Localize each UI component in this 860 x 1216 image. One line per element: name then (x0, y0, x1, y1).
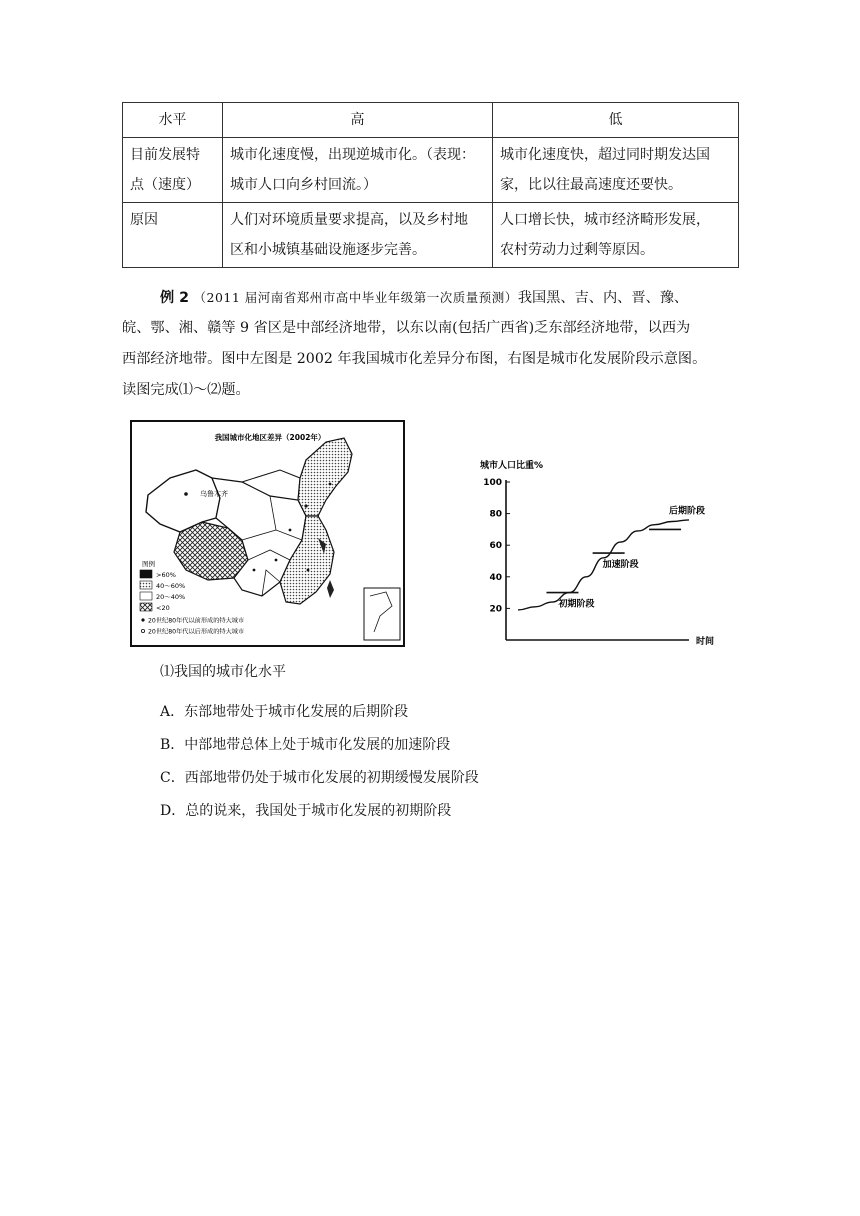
header-level: 水平 (123, 103, 223, 138)
option-c: C．西部地带仍处于城市化发展的初期缓慢发展阶段 (160, 770, 479, 786)
chart-ylabel: 城市人口比重% (480, 461, 544, 471)
y-tick-label: 60 (489, 541, 502, 552)
option-b: B．中部地带总体上处于城市化发展的加速阶段 (160, 737, 451, 753)
y-tick-label: 100 (483, 478, 502, 488)
cell-low: 人口增长快，城市经济畸形发展， 农村劳动力过剩等原因。 (493, 203, 739, 268)
svg-text:>60%: >60% (156, 571, 176, 579)
legend-swatch-4 (140, 603, 152, 611)
header-low: 低 (493, 103, 739, 138)
example-line-3: 西部经济地带。图中左图是 2002 年我国城市化差异分布图，右图是城市化发展阶段示意图。 (122, 351, 707, 367)
cell-high: 城市化速度慢，出现逆城市化。（表现： 城市人口向乡村回流。） (223, 138, 493, 203)
map-title: 我国城市化地区差异（2002年） (214, 433, 326, 442)
svg-text:<20: <20 (156, 604, 170, 612)
map-city-label: 乌鲁木齐 (200, 490, 228, 498)
example-line-2: 皖、鄂、湘、赣等 9 省区是中部经济地带，以东以南(包括广西省)乏东部经济地带，以西为 (122, 320, 691, 336)
map-note-2: 20世纪80年代以后形成的特大城市 (148, 628, 245, 636)
stage-label: 加速阶段 (602, 560, 639, 571)
legend-swatch-2 (140, 581, 152, 589)
option-a: A．东部地带处于城市化发展的后期阶段 (160, 704, 409, 720)
stage-label: 初期阶段 (558, 599, 595, 610)
y-tick-label: 20 (489, 604, 502, 615)
chart-xlabel: 时间 (696, 637, 715, 647)
example-line-1: 例 2 （2011 届河南省郑州市高中毕业年级第一次质量预测）我国黑、吉、内、晋、豫、 (160, 290, 689, 306)
map-note-1: 20世纪80年代以前形成的特大城市 (148, 617, 245, 625)
urbanization-map-figure (130, 420, 405, 647)
y-tick-label: 40 (489, 572, 502, 583)
y-tick-label: 80 (489, 509, 502, 520)
option-d: D．总的说来，我国处于城市化发展的初期阶段 (160, 803, 452, 819)
stage-label: 后期阶段 (669, 506, 706, 517)
table-row (123, 203, 739, 268)
row-label: 目前发展特 点（速度） (123, 138, 223, 203)
example-source: （2011 届河南省郑州市高中毕业年级第一次质量预测） (193, 290, 518, 305)
cell-high: 人们对环境质量要求提高，以及乡村地 区和小城镇基础设施逐步完善。 (223, 203, 493, 268)
urbanization-stage-chart (474, 452, 724, 648)
row-label: 原因 (123, 203, 223, 268)
map-legend-title: 图例 (142, 560, 155, 568)
legend-swatch-1 (140, 570, 152, 578)
example-line-4: 读图完成⑴～⑵题。 (122, 382, 250, 398)
svg-text:40～60%: 40～60% (156, 582, 186, 590)
table-row (123, 138, 739, 203)
header-high: 高 (223, 103, 493, 138)
cell-low: 城市化速度快，超过同时期发达国 家，比以往最高速度还要快。 (493, 138, 739, 203)
legend-swatch-3 (140, 592, 152, 600)
question-stem: ⑴我国的城市化水平 (160, 664, 286, 680)
comparison-table (122, 102, 739, 268)
svg-text:20～40%: 20～40% (156, 593, 186, 601)
table-header-row (123, 103, 739, 138)
example-tag: 例 2 (160, 290, 189, 306)
